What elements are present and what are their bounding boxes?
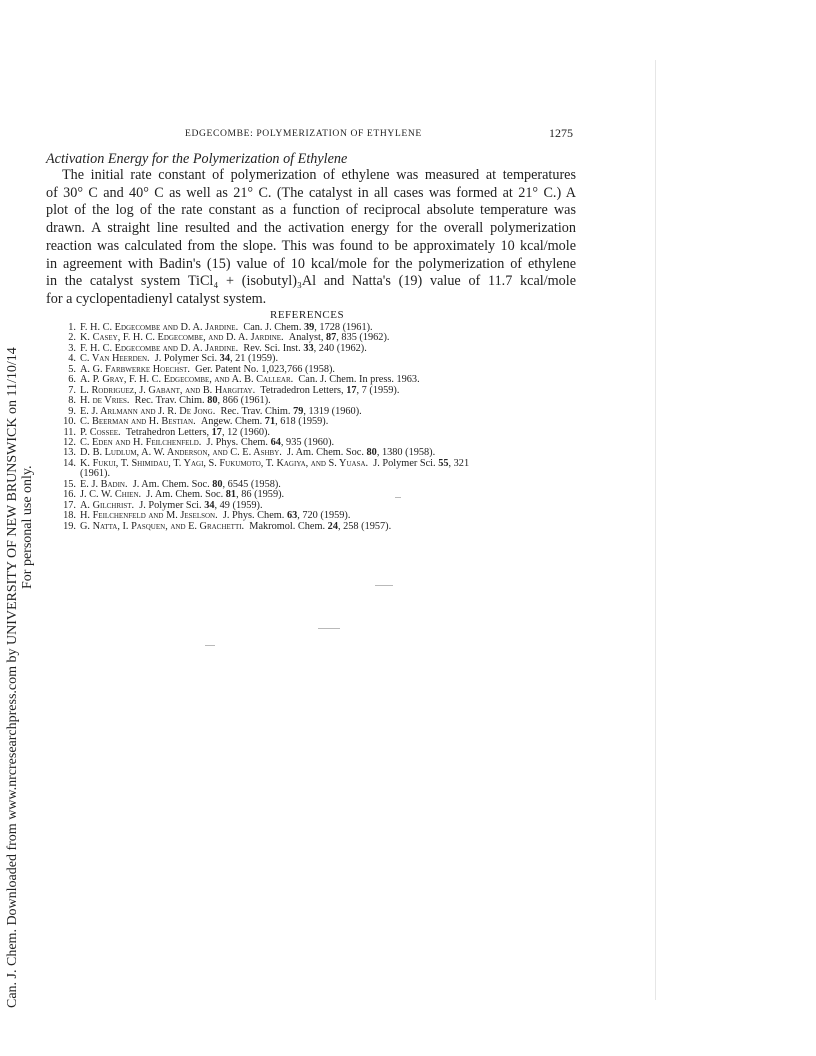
reference-volume: 33 — [303, 342, 314, 354]
reference-source: Tetradedron Letters, — [260, 384, 344, 396]
reference-pages: , 7 (1959). — [356, 384, 400, 396]
reference-authors: H. de Vries. — [80, 395, 130, 407]
reference-volume: 80 — [366, 447, 377, 459]
reference-source: J. Polymer Sci. — [139, 499, 202, 511]
reference-volume: 34 — [219, 353, 230, 365]
reference-number: 5. — [68, 363, 76, 375]
reference-number: 3. — [68, 342, 76, 354]
reference-volume: 39 — [303, 322, 315, 333]
scan-speck — [205, 645, 215, 646]
reference-source: (1961). — [80, 468, 111, 480]
reference-number: 4. — [68, 353, 76, 365]
reference-number: 17. — [63, 499, 76, 511]
reference-source: Analyst, — [288, 332, 324, 344]
section-title: Activation Energy for the Polymerization of Ethylene — [46, 151, 348, 167]
running-head: EDGECOMBE: POLYMERIZATION OF ETHYLENE — [185, 128, 422, 139]
body-line: for a cyclopentadienyl catalyst system. — [46, 290, 267, 307]
reference-source: Ger. Patent No. 1,023,766 (1958). — [195, 363, 335, 375]
reference-pages: , 258 (1957). — [337, 520, 392, 532]
reference-item — [46, 522, 586, 532]
reference-volume: 34 — [204, 499, 215, 511]
reference-authors: J. C. W. Chien. — [80, 489, 142, 501]
reference-authors: D. B. Ludlum, A. W. Anderson, and C. E. Ashby. — [80, 447, 282, 459]
reference-number: 18. — [63, 510, 76, 522]
reference-source: J. Polymer Sci. — [154, 353, 218, 365]
reference-number: 8. — [68, 395, 76, 407]
reference-number: 6. — [68, 374, 76, 386]
reference-number: 9. — [68, 405, 76, 417]
reference-authors: F. H. C. Edgecombe and D. A. Jardine. — [80, 342, 239, 354]
reference-source: Angew. Chem. — [200, 416, 263, 428]
reference-authors: P. Cossee. — [80, 426, 121, 438]
reference-volume: 80 — [212, 478, 223, 490]
reference-authors: A. P. Gray, F. H. C. Edgecombe, and A. B. Callear. — [80, 374, 294, 386]
reference-source: Rec. Trav. Chim. — [134, 395, 205, 407]
reference-source: J. Phys. Chem. — [222, 510, 285, 522]
reference-number: 7. — [68, 384, 76, 396]
reference-source: J. Am. Chem. Soc. — [146, 489, 224, 501]
reference-volume: 71 — [264, 416, 276, 428]
reference-source: Can. J. Chem. In press. 1963. — [298, 374, 420, 386]
reference-source: J. Am. Chem. Soc. — [132, 478, 210, 490]
scan-speck — [375, 585, 393, 586]
reference-authors: G. Natta, I. Pasquen, and E. Grachetti. — [80, 520, 245, 532]
reference-number: 14. — [63, 457, 76, 469]
reference-number: 16. — [63, 489, 76, 501]
reference-pages: , 720 (1959). — [297, 510, 351, 522]
reference-source: J. Phys. Chem. — [206, 436, 269, 448]
reference-authors: A. G. Farbwerke Hoechst. — [80, 363, 190, 375]
watermark-line-1: Can. J. Chem. Downloaded from www.nrcresearchpress.com by UNIVERSITY OF NEW BRUNSWICK on 11/10/14 — [5, 347, 20, 1008]
body-paragraph — [46, 167, 576, 309]
reference-pages: , 12 (1960). — [221, 426, 270, 438]
body-line: plot of the log of the rate constant as a function of reciprocal absolute temperature was — [46, 202, 576, 219]
references-heading: REFERENCES — [270, 309, 345, 321]
reference-number: 2. — [68, 332, 76, 344]
reference-pages: , 86 (1959). — [236, 489, 285, 501]
reference-volume: 87 — [325, 332, 337, 344]
reference-pages: , 1728 (1961). — [314, 322, 373, 333]
scan-edge-line — [655, 60, 656, 1000]
reference-authors: E. J. Arlmann and J. R. De Jong. — [80, 405, 216, 417]
reference-source: Tetrahedron Letters, — [125, 426, 210, 438]
reference-pages: , 321 — [448, 457, 470, 469]
watermark-line-2: For personal use only. — [20, 465, 35, 589]
reference-number: 13. — [63, 447, 76, 459]
reference-number: 1. — [68, 322, 76, 333]
body-line: of 30° C and 40° C as well as 21° C. (The catalyst in all cases was formed at 21° C.) A — [46, 184, 576, 201]
reference-authors: E. J. Badin. — [80, 478, 128, 490]
body-line: in the catalyst system TiCl₄ + (isobutyl)₃Al and Natta's (19) value of 11.7 kcal/mole — [46, 273, 576, 290]
reference-authors: C. Van Heerden. — [80, 353, 150, 365]
reference-item — [46, 459, 586, 469]
reference-pages: , 835 (1962). — [336, 332, 390, 344]
reference-authors: F. H. C. Edgecombe and D. A. Jardine. — [80, 322, 239, 333]
reference-source: Rev. Sci. Inst. — [243, 342, 301, 354]
reference-pages: , 618 (1959). — [275, 416, 329, 428]
reference-volume: 80 — [207, 395, 218, 407]
reference-authors: K. Casey, F. H. C. Edgecombe, and D. A. Jardine. — [80, 332, 284, 344]
download-watermark — [3, 0, 43, 1056]
reference-authors: L. Rodriguez, J. Gabant, and B. Hargitay. — [80, 384, 256, 396]
reference-pages: , 1380 (1958). — [376, 447, 436, 459]
scan-speck — [318, 628, 340, 629]
reference-pages: , 6545 (1958). — [222, 478, 281, 490]
reference-volume: 17 — [211, 426, 222, 438]
reference-volume: 24 — [327, 520, 338, 532]
reference-pages: , 866 (1961). — [217, 395, 271, 407]
reference-volume: 81 — [225, 489, 237, 501]
reference-pages: , 935 (1960). — [280, 436, 335, 448]
reference-pages: , 21 (1959). — [229, 353, 279, 365]
reference-authors: H. Feilchenfeld and M. Jeselson. — [80, 510, 218, 522]
reference-pages: , 49 (1959). — [214, 499, 263, 511]
reference-source: Makromol. Chem. — [249, 520, 326, 532]
reference-pages: , 1319 (1960). — [303, 405, 362, 417]
reference-volume: 64 — [270, 436, 281, 448]
body-line: reaction was calculated from the slope. This was found to be approximately 10 kcal/mole — [46, 237, 576, 254]
body-line: The initial rate constant of polymerization of ethylene was measured at temperatures — [62, 167, 576, 183]
reference-authors: C. Beerman and H. Bestian. — [80, 416, 196, 428]
scan-speck — [395, 497, 401, 498]
reference-number: 12. — [63, 436, 76, 448]
reference-source: J. Polymer Sci. — [373, 457, 436, 469]
reference-volume: 55 — [438, 457, 449, 469]
reference-volume: 17 — [346, 384, 357, 396]
reference-pages: , 240 (1962). — [313, 342, 367, 354]
reference-volume: 79 — [293, 405, 304, 417]
reference-source: J. Am. Chem. Soc. — [287, 447, 364, 459]
reference-authors: K. Fukui, T. Shimidau, T. Yagi, S. Fukumoto, T. Kagiya, and S. Yuasa. — [80, 457, 369, 469]
reference-number: 11. — [63, 426, 76, 438]
body-line: drawn. A straight line resulted and the activation energy for the overall polymerization — [46, 220, 576, 237]
reference-number: 10. — [63, 416, 76, 428]
references-list — [46, 323, 586, 532]
reference-volume: 63 — [286, 510, 298, 522]
reference-source: Can. J. Chem. — [243, 322, 302, 333]
body-line: in agreement with Badin's (15) value of 10 kcal/mole for the polymerization of ethylene — [46, 255, 576, 272]
page-number: 1275 — [549, 126, 573, 140]
reference-number: 15. — [63, 478, 76, 490]
reference-source: Rec. Trav. Chim. — [220, 405, 291, 417]
reference-number: 19. — [63, 520, 76, 532]
reference-authors: C. Eden and H. Feilchenfeld. — [80, 436, 202, 448]
reference-authors: A. Gilchrist. — [80, 499, 135, 511]
